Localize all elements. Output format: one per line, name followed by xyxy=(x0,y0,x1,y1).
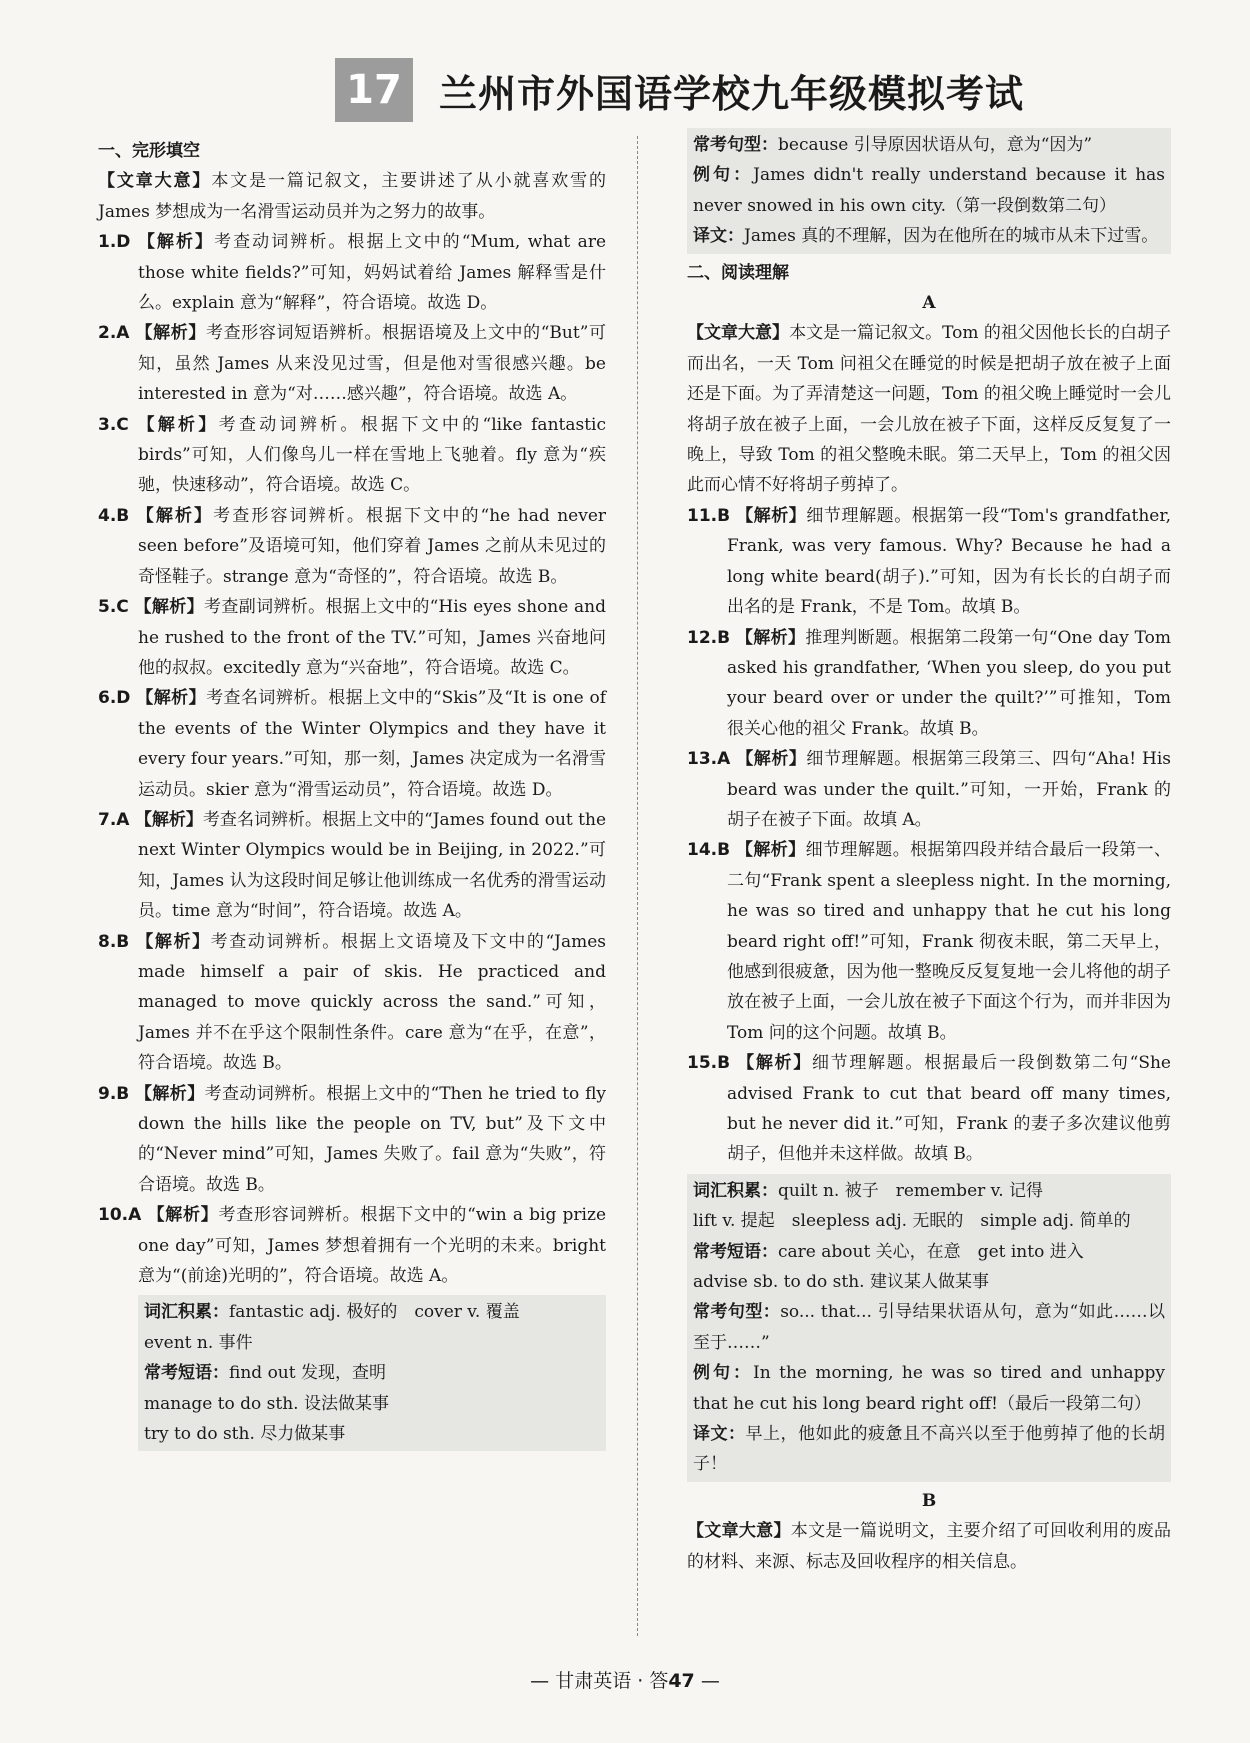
page-number: 47 xyxy=(668,1670,695,1692)
analysis-text: 考查副词辨析。根据上文中的“His eyes shone and he rushed to the front of the TV.”可知，James 兴奋地问他的叔叔。excitedly 意为“兴奋地”，符合语境。故选 C。 xyxy=(138,597,606,678)
analysis-text: 考查动词辨析。根据上文中的“Mum, what are those white fields?”可知，妈妈试着给 James 解释雪是什么。explain 意为“解释”，符合语境。故选 D。 xyxy=(138,232,607,314)
analysis-tag: 【解析】 xyxy=(137,232,215,253)
vocab-entry: fantastic adj. 极好的 cover v. 覆盖 xyxy=(229,1302,520,1323)
phrase-line: manage to do sth. 设法做某事 xyxy=(144,1393,389,1414)
example-line xyxy=(693,160,1165,221)
cloze-summary xyxy=(98,166,606,227)
answer-item xyxy=(98,227,606,318)
part-b-heading: B xyxy=(921,1490,937,1511)
page-footer xyxy=(0,1666,1250,1693)
pattern-label: 常考句型： xyxy=(693,135,778,155)
analysis-tag: 【解析】 xyxy=(735,627,806,648)
answer-number: 12.B xyxy=(687,627,731,648)
analysis-text: 推理判断题。根据第二段第一句“One day Tom asked his grandfather, ‘When you sleep, do you put your beard over or under the quilt?’”可推知，Tom 很关心他的祖父 Frank。故填 B。 xyxy=(727,627,1172,739)
pattern-box xyxy=(687,128,1171,254)
vocab-line: event n. 事件 xyxy=(144,1332,253,1353)
pattern-text: because 引导原因状语从句，意为“因为” xyxy=(778,135,1093,155)
answer-number: 8.B xyxy=(98,931,130,952)
analysis-tag: 【解析】 xyxy=(137,414,219,435)
right-column xyxy=(687,136,1171,1577)
answer-item xyxy=(98,410,606,501)
analysis-tag: 【解析】 xyxy=(735,840,806,861)
analysis-text: 考查形容词辨析。根据下文中的“he had never seen before”及语境可知，他们穿着 James 之前从未见过的奇怪鞋子。strange 意为“奇怪的”，符合语境。故选 B。 xyxy=(138,505,607,587)
example-line xyxy=(693,1358,1165,1419)
answer-item xyxy=(98,805,606,927)
answer-number: 9.B xyxy=(98,1083,130,1104)
answer-number: 7.A xyxy=(98,809,130,830)
translation-line xyxy=(693,221,1165,251)
summary-text: 本文是一篇说明文，主要介绍了可回收利用的废品的材料、来源、标志及回收程序的相关信息。 xyxy=(687,1521,1172,1572)
answer-number: 5.C xyxy=(98,597,129,618)
translation-line xyxy=(693,1419,1165,1480)
analysis-tag: 【解析】 xyxy=(134,597,204,618)
answer-number: 2.A xyxy=(98,323,130,344)
answer-number: 15.B xyxy=(687,1053,731,1074)
pattern-text: so... that... 引导结果状语从句，意为“如此……以至于……” xyxy=(693,1302,1166,1353)
analysis-text: 考查形容词辨析。根据下文中的“win a big prize one day”可知，James 梦想着拥有一个光明的未来。bright 意为“(前途)光明的”，符合语境。故选 A。 xyxy=(138,1205,607,1287)
phrase-entry: care about 关心，在意 get into 进入 xyxy=(778,1241,1084,1262)
analysis-tag: 【解析】 xyxy=(135,1083,205,1104)
answer-item xyxy=(98,1200,606,1291)
analysis-text: 考查动词辨析。根据上文中的“Then he tried to fly down the hills like the people on TV, but”及下文中的“Never mind”可知，James 失败了。fail 意为“失败”，符合语境。故选 B。 xyxy=(138,1083,607,1195)
phrase-entry: find out 发现，查明 xyxy=(229,1363,386,1384)
answer-number: 6.D xyxy=(98,688,131,709)
phrase-line: try to do sth. 尽力做某事 xyxy=(144,1424,346,1445)
analysis-tag: 【解析】 xyxy=(136,931,211,952)
answer-item xyxy=(687,623,1171,745)
translation-label: 译文： xyxy=(693,1424,746,1445)
answer-item xyxy=(98,927,606,1079)
summary-text: 本文是一篇记叙文，主要讲述了从小就喜欢雪的 James 梦想成为一名滑雪运动员并为之努力的故事。 xyxy=(98,171,607,222)
example-label: 例句： xyxy=(693,165,754,186)
analysis-tag: 【解析】 xyxy=(147,1205,219,1226)
answer-item xyxy=(98,501,606,592)
analysis-text: 考查名词辨析。根据上文中的“Skis”及“It is one of the events of the Winter Olympics and they have it every four years.”可知，那一刻，James 决定成为一名滑雪运动员。skier 意为“滑雪运动员”，符合语境。故选 D。 xyxy=(138,688,607,800)
section-reading-heading: 二、阅读理解 xyxy=(687,262,789,283)
analysis-text: 考查动词辨析。根据上文语境及下文中的“James made himself a pair of skis. He practiced and managed to move quickly across the sand.”可知，James 并不在乎这个限制性条件。care 意为“在乎，在意”，符合语境。故选 B。 xyxy=(138,931,607,1074)
pattern-line xyxy=(693,1297,1165,1358)
answer-number: 1.D xyxy=(98,232,131,253)
vocab-line: lift v. 提起 sleepless adj. 无眠的 simple adj. 简单的 xyxy=(693,1211,1131,1232)
analysis-text: 细节理解题。根据第一段“Tom's grandfather, Frank, was very famous. Why? Because he had a long white beard(胡子).”可知，因为有长长的白胡子而出名的是 Frank，不是 Tom。故填 B。 xyxy=(727,505,1172,618)
vocab-label: 词汇积累： xyxy=(144,1302,229,1323)
summary-tag: 【文章大意】 xyxy=(687,1521,791,1542)
translation-text: James 真的不理解，因为在他所在的城市从未下过雪。 xyxy=(744,226,1159,247)
analysis-text: 考查动词辨析。根据下文中的“like fantastic birds”可知，人们像鸟儿一样在雪地上飞驰着。fly 意为“疾驰，快速移动”，符合语境。故选 C。 xyxy=(138,414,606,496)
answer-item xyxy=(98,592,606,683)
column-divider xyxy=(637,136,638,1636)
summary-tag: 【文章大意】 xyxy=(687,323,790,344)
analysis-tag: 【解析】 xyxy=(737,1053,812,1074)
answer-item xyxy=(687,501,1171,623)
answer-number: 3.C xyxy=(98,414,129,435)
footer-text: — 甘肃英语 · 答 xyxy=(530,1670,669,1692)
analysis-text: 细节理解题。根据第三段第三、四句“Aha! His beard was under the quilt.”可知，一开始，Frank 的胡子在被子下面。故填 A。 xyxy=(727,749,1171,830)
analysis-text: 考查形容词短语辨析。根据语境及上文中的“But”可知，虽然 James 从来没见过雪，但是他对雪很感兴趣。be interested in 意为“对……感兴趣”，符合语境。故选 A。 xyxy=(138,323,607,405)
analysis-tag: 【解析】 xyxy=(736,749,807,770)
pattern-line xyxy=(693,130,1165,160)
answer-number: 10.A xyxy=(98,1205,142,1226)
answer-item xyxy=(98,1079,606,1201)
analysis-tag: 【解析】 xyxy=(135,323,206,344)
answer-item xyxy=(98,318,606,409)
summary-text: 本文是一篇记叙文。Tom 的祖父因他长长的白胡子而出名，一天 Tom 问祖父在睡觉的时候是把胡子放在被子上面还是下面。为了弄清楚这一问题，Tom 的祖父晚上睡觉时一会儿将胡子放在被子上面，一会儿放在被子下面，这样反反复复了一晚上，导致 Tom 的祖父整晚未眠。第二天早上，Tom 的祖父因此而心情不好将胡子剪掉了。 xyxy=(687,323,1172,496)
analysis-text: 细节理解题。根据最后一段倒数第二句“She advised Frank to cut that beard off many times, but he never did it.”可知，Frank 的妻子多次建议他剪胡子，但他并未这样做。故填 B。 xyxy=(727,1053,1171,1165)
translation-text: 早上，他如此的疲惫且不高兴以至于他剪掉了他的长胡子！ xyxy=(693,1424,1165,1475)
reading-b-summary xyxy=(687,1516,1171,1577)
vocab-entry: quilt n. 被子 remember v. 记得 xyxy=(778,1180,1044,1201)
example-label: 例句： xyxy=(693,1363,754,1384)
phrase-line: advise sb. to do sth. 建议某人做某事 xyxy=(693,1272,989,1293)
phrase-label: 常考短语： xyxy=(693,1241,778,1262)
answer-item xyxy=(687,744,1171,835)
answer-item xyxy=(98,683,606,805)
example-text: James didn't really understand because it has never snowed in his own city.（第一段倒数第二句） xyxy=(693,165,1165,216)
example-text: In the morning, he was so tired and unhappy that he cut his long beard right off!（最后一段第二句） xyxy=(693,1363,1166,1414)
vocab-box xyxy=(138,1295,606,1451)
phrase-label: 常考短语： xyxy=(144,1363,229,1384)
part-a-heading: A xyxy=(922,293,936,314)
translation-label: 译文： xyxy=(693,226,744,247)
answer-item xyxy=(687,835,1171,1048)
pattern-label: 常考句型： xyxy=(693,1302,781,1323)
answer-number: 11.B xyxy=(687,505,731,526)
section-cloze-heading: 一、完形填空 xyxy=(98,141,200,161)
analysis-tag: 【解析】 xyxy=(136,505,214,526)
vocab-box xyxy=(687,1174,1171,1482)
answer-item xyxy=(687,1048,1171,1170)
summary-tag: 【文章大意】 xyxy=(98,171,212,192)
answer-number: 14.B xyxy=(687,840,731,861)
vocab-label: 词汇积累： xyxy=(693,1180,778,1201)
reading-summary xyxy=(687,318,1171,500)
exam-title: 兰州市外国语学校九年级模拟考试 xyxy=(439,71,1025,116)
analysis-tag: 【解析】 xyxy=(736,505,807,526)
analysis-text: 考查名词辨析。根据上文中的“James found out the next Winter Olympics would be in Beijing, in 2022.”可知，James 认为这段时间足够让他训练成一名优秀的滑雪运动员。time 意为“时间”，符合语境。故选 A。 xyxy=(138,809,607,922)
phrase-line xyxy=(144,1358,600,1388)
analysis-tag: 【解析】 xyxy=(136,688,207,709)
answer-number: 13.A xyxy=(687,749,731,770)
left-column xyxy=(98,136,606,1455)
answer-number: 4.B xyxy=(98,505,130,526)
vocab-line xyxy=(693,1176,1165,1206)
vocab-line xyxy=(144,1297,600,1327)
exam-number-badge: 17 xyxy=(335,58,413,122)
footer-dash: — xyxy=(700,1670,720,1692)
page-header xyxy=(335,58,1024,122)
phrase-line xyxy=(693,1237,1165,1267)
analysis-text: 细节理解题。根据第四段并结合最后一段第一、二句“Frank spent a sleepless night. In the morning, he was so tired and unhappy that he cut his long beard right off!”可知，Frank 彻夜未眠，第二天早上，他感到很疲惫，因为他一整晚反反复复地一会儿将他的胡子放在被子上面，一会儿放在被子下面这个行为，而并非因为 Tom 问的这个问题。故填 B。 xyxy=(727,840,1172,1043)
analysis-tag: 【解析】 xyxy=(134,809,203,830)
